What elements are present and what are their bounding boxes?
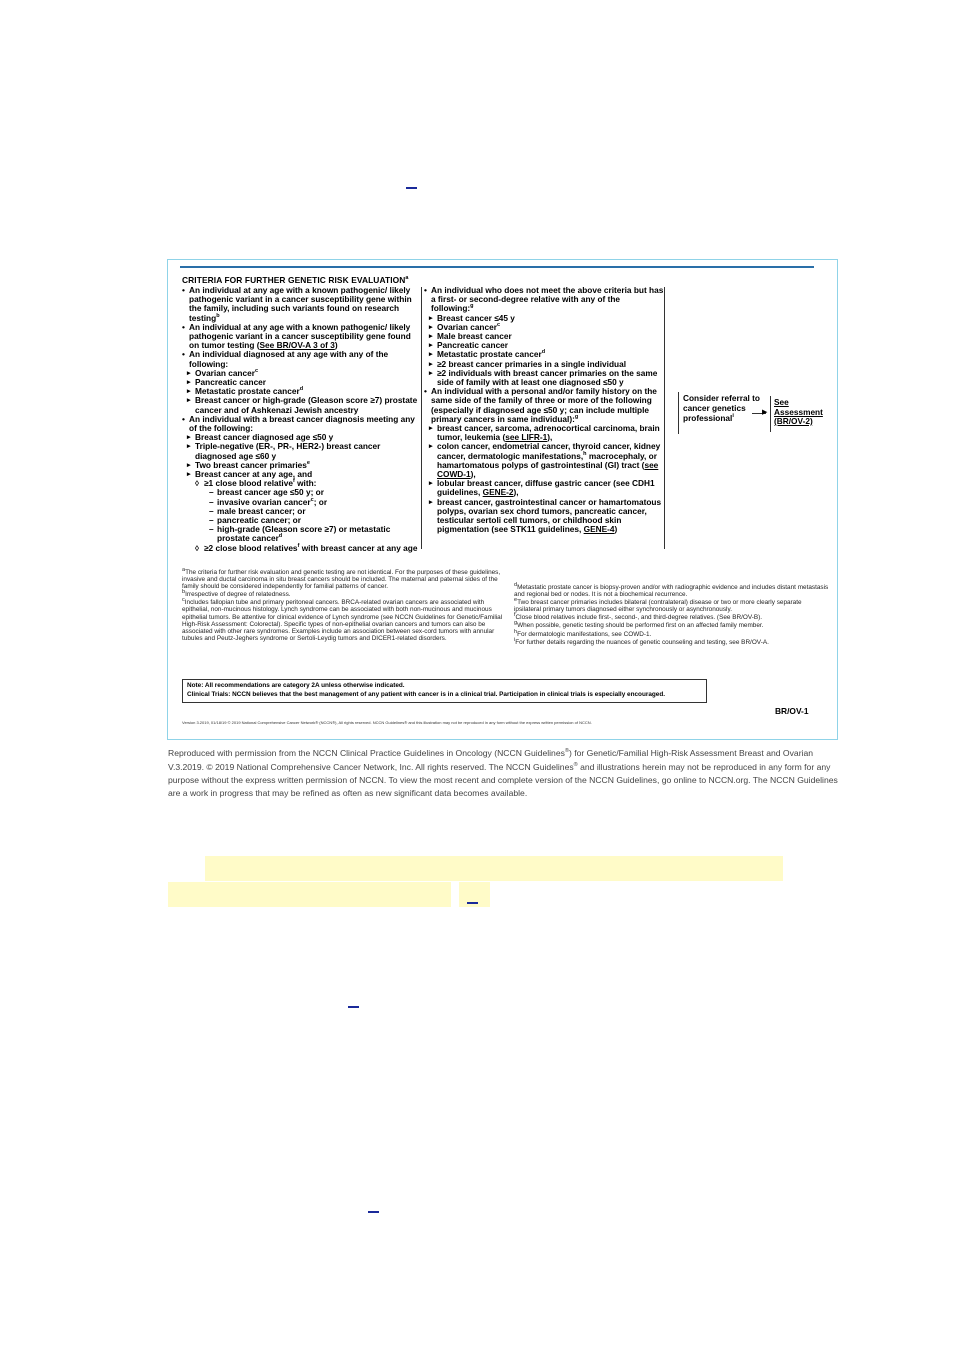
criteria-sub: ▸ Breast cancer diagnosed age ≤50 y [182,433,418,442]
figure-caption: Reproduced with permission from the NCCN Clinical Practice Guidelines in Oncology (NCCN Guidelines®) for Genetic/Familial High-Risk Assessment Breast and Ovarian V.3.2019. © 2019 National Comprehensive Cancer Network, Inc. All rights reserved. The NCCN Guidelines® and illustrations herein may not be reproduced in any form for any purpose without the express written permission of NCCN. To view the most recent and complete version of the NCCN Guidelines, go online to NCCN.org. The NCCN Guidelines are a work in progress that may be refined as often as new significant data becomes available. [168,747,838,798]
footnote: $^a$The criteria for further risk evaluation and genetic testing are not identical. For the purposes of these guidelines, invasive and ductal carcinoma in situ breast cancers should be included. The maternal and paternal sides of the family should be considered independently for familial patterns of cancer. [182,566,501,591]
criteria-sub3: – invasive ovarian cancer$^c$; or [182,498,418,507]
criteria-left-column [182,286,418,553]
criteria-sub: ▸ Breast cancer ≤45 y [424,314,664,323]
criteria-sub: ▸ Pancreatic cancer [424,341,664,350]
footnote: $^b$Irrespective of degree of relatedness. [182,589,291,599]
footnote: $^i$For further details regarding the nuances of genetic counseling and testing, see BR/OV-A. [514,636,769,646]
criteria-item: • An individual with a breast cancer diagnosis meeting any of the following: [182,415,418,433]
criteria-sub: ▸ Male breast cancer [424,332,664,341]
criteria-right-column [424,286,664,534]
reference-link-mark[interactable] [406,187,417,189]
criteria-sub: ▸ Ovarian cancer$^c$ [424,323,664,332]
criteria-sub: ▸ Breast cancer at any age, and [182,470,418,479]
criteria-item: • An individual diagnosed at any age with any of the following: [182,350,418,368]
footnote: $^d$Metastatic prostate cancer is biopsy-proven and/or with radiographic evidence and includes distant metastasis and regional bed or nodes. It is not a biochemical recurrence. [514,581,829,599]
footnote: $^e$Two breast cancer primaries includes bilateral (contralateral) disease or two or more clearly separate ipsilateral primary tumors diagnosed either synchronously or asynchronously. [514,597,802,614]
criteria-sub: ▸ ≥2 individuals with breast cancer primaries on the same side of family with at least one diagnosed ≤50 y [424,369,664,387]
footnotes-left [182,566,506,643]
criteria-sub3: – breast cancer age ≤50 y; or [182,488,418,497]
criteria-sub: ▸ colon cancer, endometrial cancer, thyroid cancer, kidney cancer, dermatologic manifestations,$^h$ macrocephaly, or hamartomatous polyps of gastrointestinal (GI) tract (see COWD-1), [424,442,664,479]
criteria-sub: ▸ Breast cancer or high-grade (Gleason score ≥7) prostate cancer and of Ashkenazi Jewish ancestry [182,396,418,414]
reference-link-mark[interactable] [467,902,478,904]
consider-bracket [678,392,679,434]
criteria-sub3: – male breast cancer; or [182,507,418,516]
criteria-sub: ▸ breast cancer, sarcoma, adrenocortical carcinoma, brain tumor, leukemia (see LIFR-1), [424,424,664,442]
criteria-sub: ▸ Triple-negative (ER-, PR-, HER2-) breast cancer diagnosed age ≤60 y [182,442,418,460]
footnotes-right [514,581,830,647]
figure-top-rule [180,266,814,268]
reference-link-mark[interactable] [348,1006,359,1008]
highlight-block-2 [168,882,451,907]
criteria-item: • An individual who does not meet the above criteria but has a first- or second-degree relative with any of the following:$^g$ [424,286,664,314]
footnote: $^h$For dermatologic manifestations, see COWD-1. [514,628,652,638]
left-column-divider [421,287,422,549]
reference-link-mark[interactable] [368,1211,379,1213]
note-box [182,679,707,703]
page-code: BR/OV-1 [775,706,809,716]
version-line: Version 3.2019, 01/18/19 © 2019 National Comprehensive Cancer Network® (NCCN®), All rights reserved. NCCN Guidelines® and this illustration may not be reproduced in any form without the express written permission of NCCN. [182,720,592,725]
criteria-sub: ▸ Metastatic prostate cancer$^d$ [424,350,664,359]
see-bracket [770,396,771,432]
nccn-criteria-figure [167,259,838,740]
criteria-sub: ▸ Two breast cancer primaries$^e$ [182,461,418,470]
criteria-sub: ▸ breast cancer, gastrointestinal cancer or hamartomatous polyps, ovarian sex chord tumors, pancreatic cancer, testicular sertoli cell tumors, or childhood skin pigmentation (see STK11 guidelines, GENE-4) [424,498,664,535]
cross-reference-link[interactable]: GENE-4 [583,524,615,535]
criteria-sub: ▸ Pancreatic cancer [182,378,418,387]
note-line-1: Note: All recommendations are category 2A unless otherwise indicated. [187,682,405,689]
highlight-block-1 [205,856,783,881]
arrow-head-icon: ▶ [762,409,768,416]
note-line-2: Clinical Trials: NCCN believes that the best management of any patient with cancer is in a clinical trial. Participation in clinical trials is especially encouraged. [187,690,666,698]
criteria-sub: ▸ Ovarian cancer$^c$ [182,369,418,378]
criteria-sub2: ◊ ≥1 close blood relative$^f$ with: [182,479,418,488]
cross-reference-link[interactable]: GENE-2 [482,487,514,498]
criteria-sub: ▸ Metastatic prostate cancer$^d$ [182,387,418,396]
see-assessment-link[interactable]: See Assessment (BR/OV-2) [774,397,823,426]
criteria-item: • An individual at any age with a known pathogenic/ likely pathogenic variant in a cancer susceptibility gene found on tumor testing (See BR/OV-A 3 of 3) [182,323,418,351]
cross-reference-link[interactable]: See BR/OV-A 3 of 3 [259,340,335,351]
criteria-item: • An individual at any age with a known pathogenic/ likely pathogenic variant in a cancer susceptibility gene within the family, including such variants found on research testing$^b$ [182,286,418,323]
criteria-sub3: – high-grade (Gleason score ≥7) or metastatic prostate cancer$^d$ [182,525,418,543]
criteria-sub: ▸ ≥2 breast cancer primaries in a single individual [424,360,664,369]
footnote: $^f$Close blood relatives include first-, second-, and third-degree relatives. (See BR/OV-B). [514,612,763,622]
figure-heading: CRITERIA FOR FURTHER GENETIC RISK EVALUATION$^a$ [182,275,409,285]
criteria-item: • An individual with a personal and/or family history on the same side of the family of three or more of the following (especially if diagnosed age ≤50 y; can include multiple primary cancers in same individual):$^g$ [424,387,664,424]
footnote: $^g$When possible, genetic testing should be performed first on an affected family member. [514,620,764,630]
cross-reference-link[interactable]: see COWD-1 [437,459,659,480]
criteria-sub2: ◊ ≥2 close blood relatives$^f$ with breast cancer at any age [182,544,418,553]
right-column-divider [664,287,665,549]
cross-reference-link[interactable]: see LIFR-1 [505,432,548,443]
consider-referral-text: Consider referral to cancer genetics professional$^i$ [683,393,760,423]
criteria-sub: ▸ lobular breast cancer, diffuse gastric cancer (see CDH1 guidelines, GENE-2), [424,479,664,497]
footnote: $^c$Includes fallopian tube and primary peritoneal cancers. BRCA-related ovarian cancers are associated with epithelial, non-mucinous histology. Lynch syndrome can be associated with both non-mucinous and mucinous epithelial tumors. Be attentive for clinical evidence of Lynch syndrome (see NCCN Guidelines for Genetic/Familial High-Risk Assessment: Colorectal). Specific types of non-epithelial ovarian cancers and tumors can also be associated with other rare syndromes. Examples include an association between sex-cord tumors with annular tubules and Peutz-Jeghers syndrome or Sertoli-Leydig tumors and DICER1-related disorders. [182,597,503,642]
criteria-sub3: – pancreatic cancer; or [182,516,418,525]
